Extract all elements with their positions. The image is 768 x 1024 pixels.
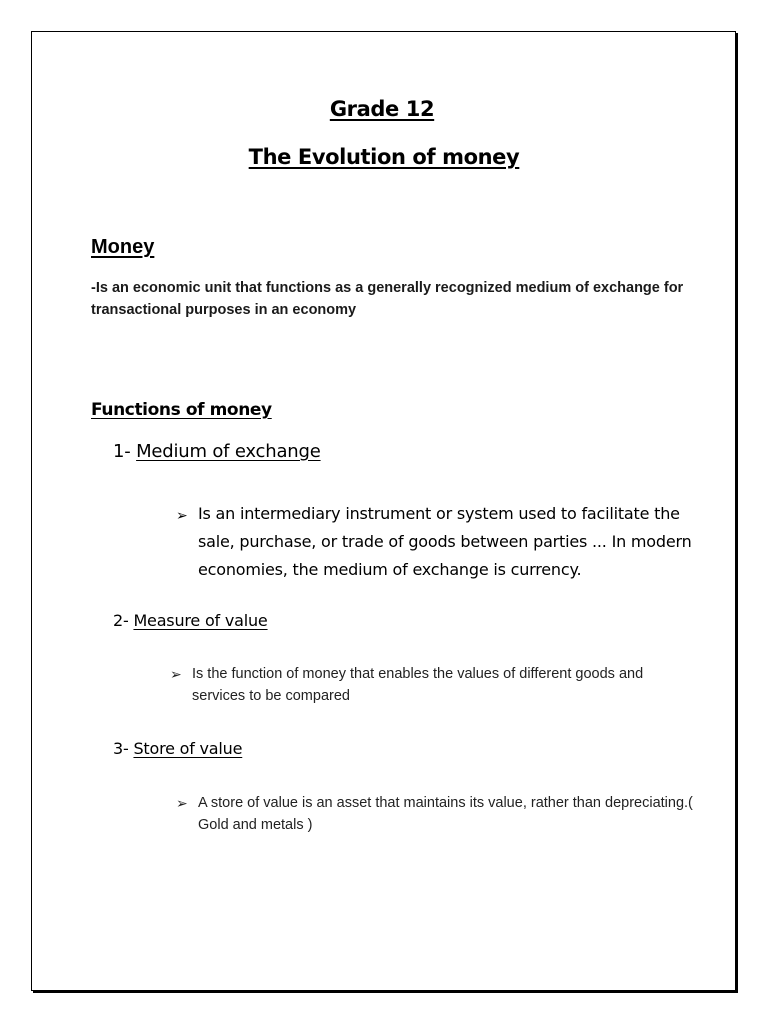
function-item-2-heading (113, 611, 268, 630)
arrow-bullet-icon: ➢ (176, 508, 188, 524)
money-heading: Money (91, 236, 155, 258)
function-item-1-heading (113, 441, 321, 462)
arrow-bullet-icon: ➢ (170, 666, 182, 682)
function-item-1-description: Is an intermediary instrument or system used to facilitate the sale, purchase, or trade of goods between parties ... In modern economies, the medium of exchange is currency. (198, 504, 692, 579)
arrow-bullet-icon: ➢ (176, 795, 188, 811)
function-item-2-label: Measure of value (133, 611, 268, 630)
function-item-2-number: 2- (113, 611, 134, 630)
function-item-3-heading (113, 739, 242, 758)
money-definition: -Is an economic unit that functions as a generally recognized medium of exchange for transactional purposes in an economy (91, 280, 684, 318)
function-item-3-number: 3- (113, 739, 134, 758)
function-item-1-bullet (176, 500, 696, 584)
function-item-3-bullet (176, 792, 696, 836)
function-item-3-description: A store of value is an asset that maintains its value, rather than depreciating.( Gold and metals ) (198, 795, 693, 833)
document-title: The Evolution of money (248, 145, 520, 169)
function-item-1-number: 1- (113, 441, 137, 462)
function-item-1-label: Medium of exchange (136, 441, 321, 462)
functions-heading: Functions of money (91, 400, 272, 420)
function-item-2-description: Is the function of money that enables the values of different goods and services to be compared (192, 666, 644, 704)
function-item-2-bullet (170, 663, 690, 707)
grade-heading: Grade 12 (329, 97, 435, 121)
function-item-3-label: Store of value (133, 739, 243, 758)
